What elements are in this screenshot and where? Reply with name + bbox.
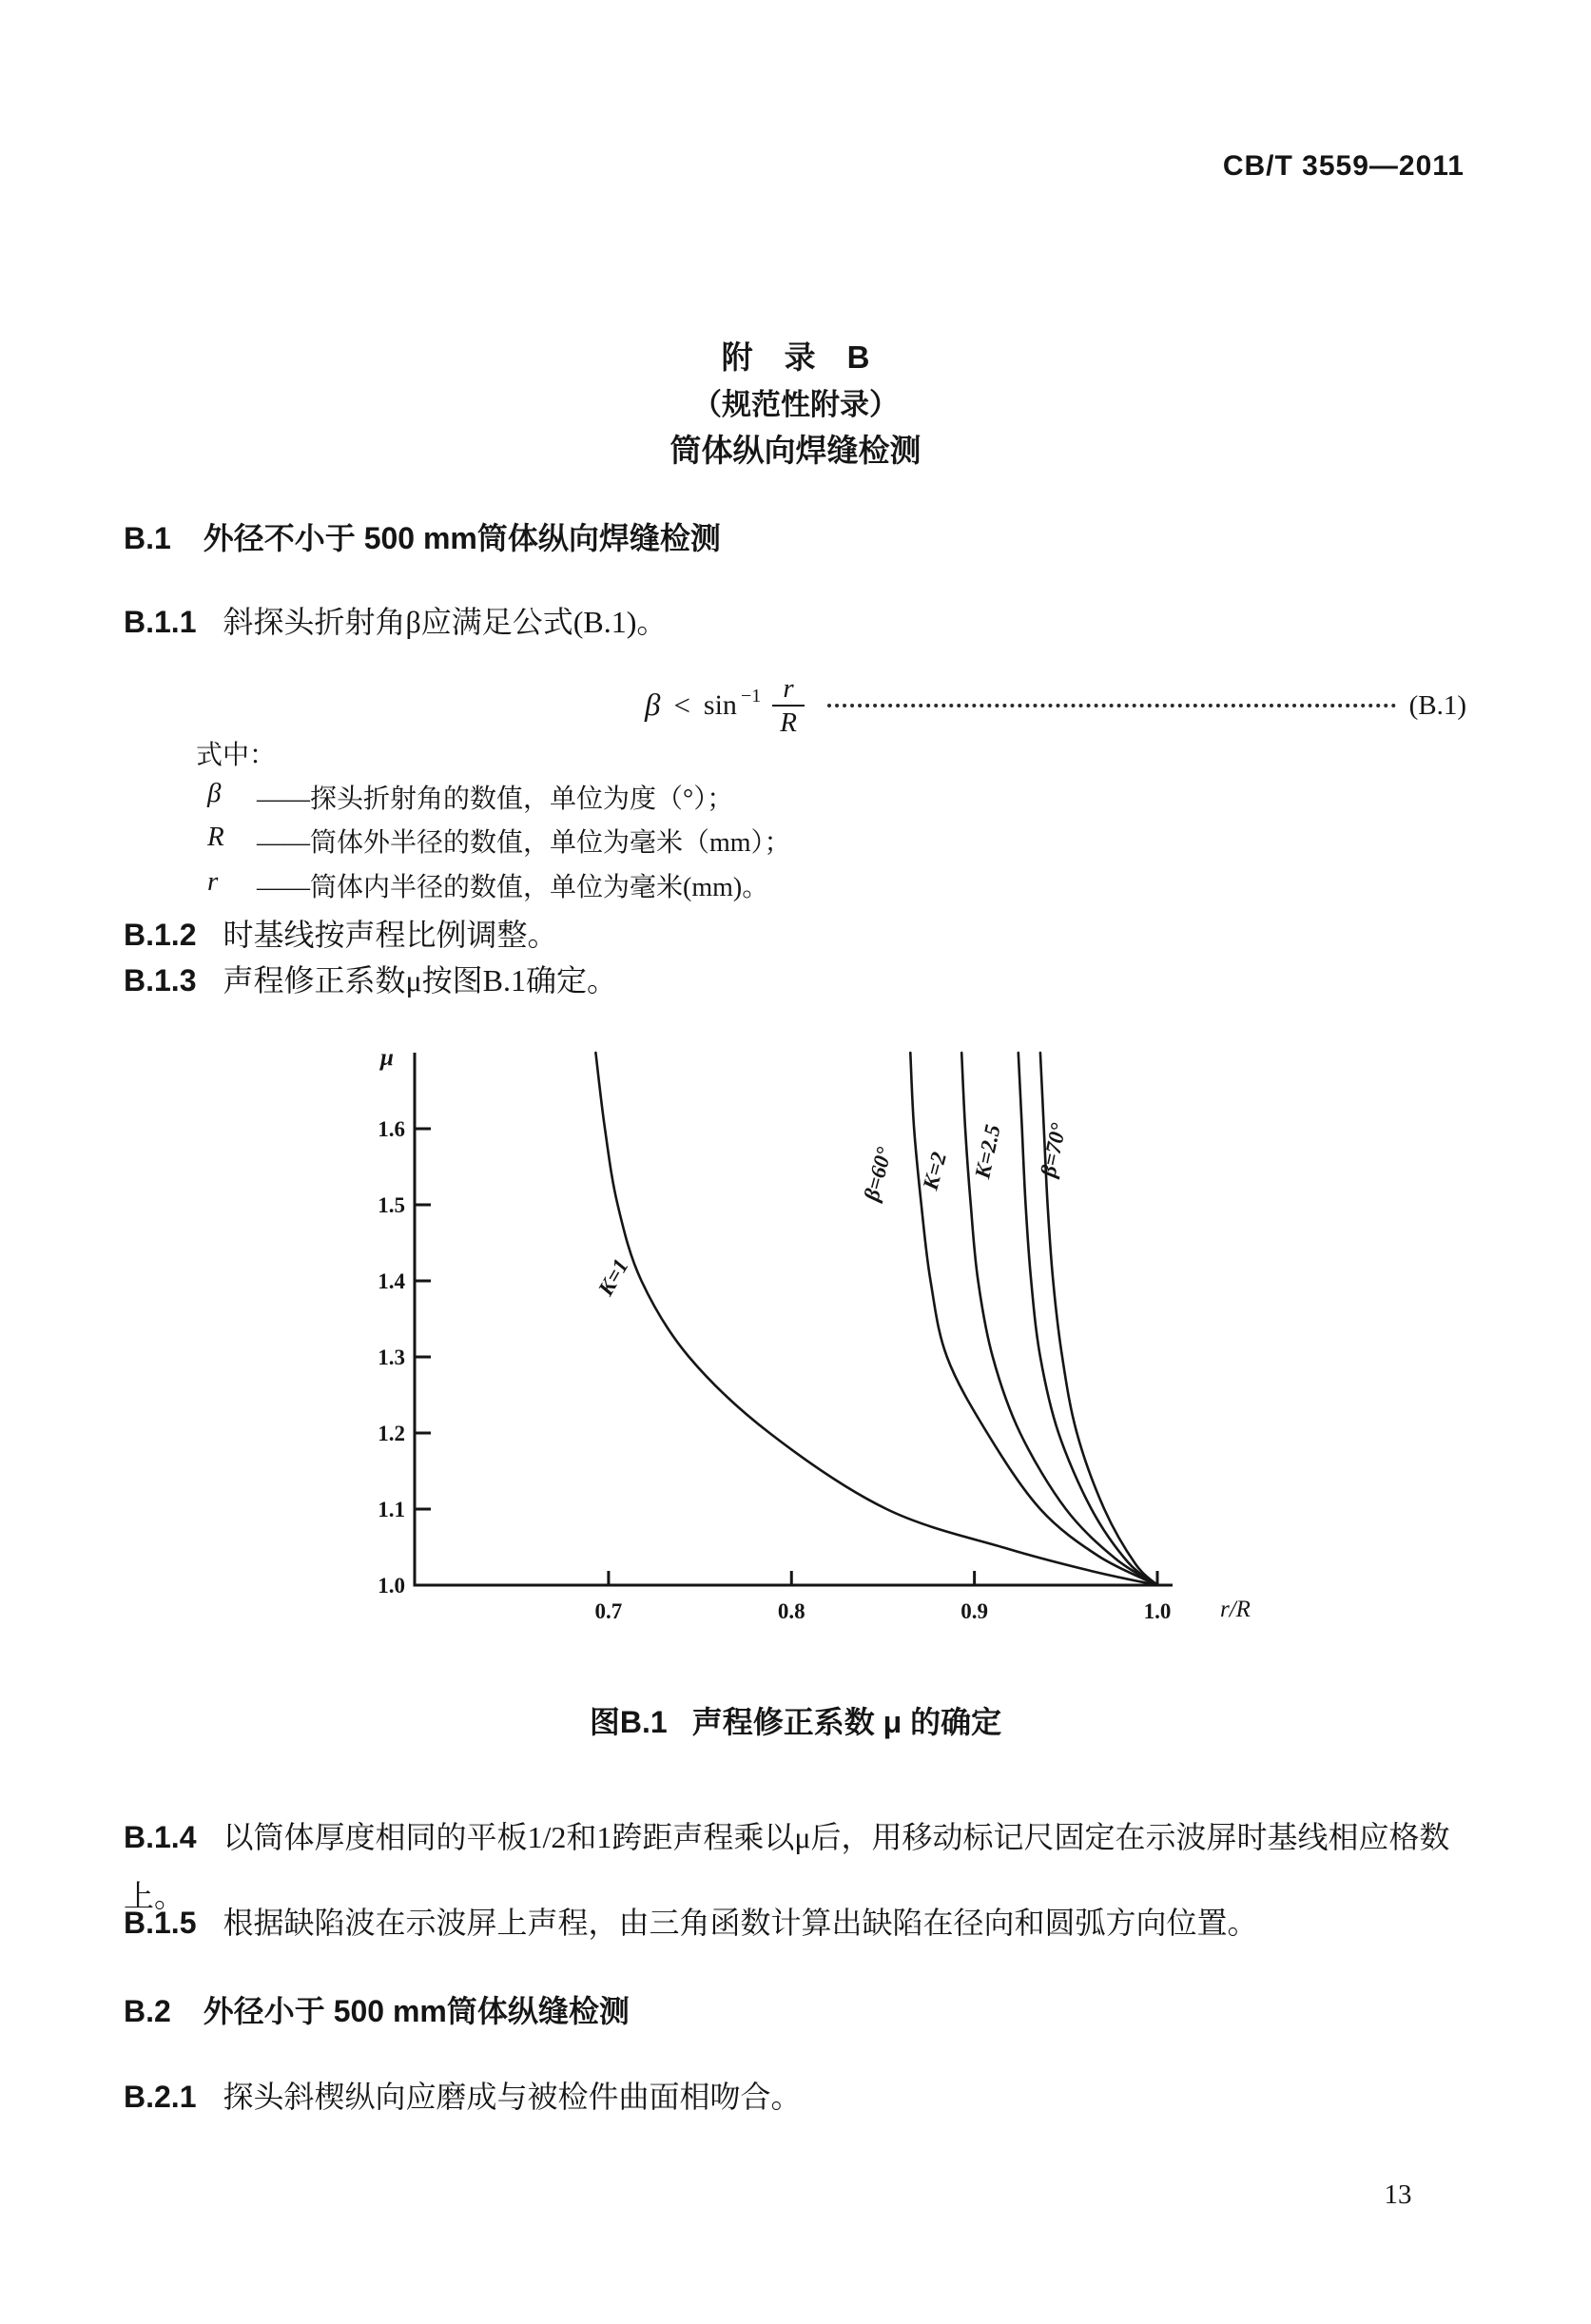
y-axis-label: μ: [380, 1045, 394, 1071]
x-tick-label: 0.9: [960, 1599, 989, 1623]
clause-text: 根据缺陷波在示波屏上声程，由三角函数计算出缺陷在径向和圆弧方向位置。: [223, 1906, 1258, 1940]
appendix-normative-note: （规范性附录）: [692, 388, 899, 421]
fraction-numerator: r: [783, 672, 794, 704]
y-tick-label: 1.2: [378, 1422, 405, 1445]
clause-text: 时基线按声程比例调整。: [223, 918, 558, 952]
clause-text: 声程修正系数μ按图B.1确定。: [223, 963, 617, 997]
standard-number: CB/T 3559—2011: [1222, 150, 1465, 182]
inverse-exponent: −1: [740, 685, 762, 707]
equation-number: (B.1): [1408, 689, 1466, 721]
y-tick-label: 1.6: [378, 1117, 405, 1141]
y-tick-label: 1.4: [378, 1269, 405, 1293]
figure-title: 声程修正系数 μ 的确定: [691, 1705, 1002, 1739]
page-number: 13: [1384, 2179, 1412, 2210]
clause-number: B.2: [124, 1994, 171, 2028]
clause-text: 探头斜楔纵向应磨成与被检件曲面相吻合。: [223, 2080, 802, 2114]
symbol-description: ——筒体外半径的数值，单位为毫米（mm）；: [257, 828, 791, 858]
clause-text: 外径不小于 500 mm筒体纵向焊缝检测: [203, 521, 721, 555]
where-item-R: [207, 822, 791, 860]
less-than-sign: <: [673, 688, 690, 722]
y-tick-label: 1.1: [378, 1498, 405, 1521]
x-axis-label: r/R: [1220, 1597, 1251, 1622]
y-tick-label: 1.5: [378, 1193, 405, 1217]
where-item-r: [207, 866, 768, 904]
dot-leader: [827, 704, 1396, 707]
y-tick-label: 1.3: [378, 1346, 405, 1369]
curve-label-β=60°: β=60°: [859, 1144, 897, 1204]
beta-symbol: β: [645, 688, 661, 723]
curve-K=2.5: [1019, 1053, 1157, 1585]
clause-text: 斜探头折射角β应满足公式(B.1)。: [223, 605, 668, 639]
fraction-r-over-R: [772, 674, 805, 738]
symbol: R: [207, 822, 224, 852]
chart-svg: [371, 1036, 1322, 1664]
clause-b11: [124, 601, 667, 643]
symbol: r: [207, 866, 219, 897]
where-intro: 式中：: [196, 741, 277, 770]
fraction-denominator: R: [772, 705, 805, 737]
symbol-description: ——探头折射角的数值，单位为度（°）；: [257, 784, 734, 814]
curve-label-K=1: K=1: [593, 1254, 633, 1300]
clause-number: B.1.1: [124, 605, 197, 639]
clause-b15: [124, 1902, 1258, 1944]
clause-text: 以筒体厚度相同的平板1/2和1跨距声程乘以μ后，用移动标记尺固定在示波屏时基线相应格数上。: [124, 1820, 1450, 1913]
clause-number: B.1.5: [124, 1906, 197, 1940]
appendix-subject: 筒体纵向焊缝检测: [669, 433, 922, 468]
clause-b21: [124, 2076, 802, 2118]
curve-label-K=2.5: K=2.5: [970, 1122, 1005, 1181]
clause-number: B.1.4: [124, 1820, 197, 1854]
curve-K=1: [595, 1053, 1157, 1585]
clause-b13: [124, 959, 617, 1001]
formula-b1: [124, 662, 1466, 749]
clause-number: B.1.2: [124, 918, 197, 952]
clause-number: B.1.3: [124, 963, 197, 997]
figure-label: 图B.1: [589, 1705, 668, 1739]
clause-b2-heading: [124, 1987, 630, 2031]
curve-label-β=70°: β=70°: [1036, 1120, 1071, 1179]
sin-function: sin: [703, 689, 737, 721]
clause-number: B.1: [124, 521, 171, 555]
x-tick-label: 0.8: [777, 1599, 805, 1623]
formula-expression: [645, 674, 805, 738]
clause-text: 外径小于 500 mm筒体纵缝检测: [203, 1994, 630, 2028]
x-tick-label: 0.7: [594, 1599, 623, 1623]
clause-b1-heading: [124, 514, 721, 558]
figure-caption: [0, 1698, 1591, 1742]
symbol: β: [207, 778, 222, 808]
x-tick-label: 1.0: [1143, 1599, 1172, 1623]
symbol-description: ——筒体内半径的数值，单位为毫米(mm)。: [257, 873, 769, 902]
y-tick-label: 1.0: [378, 1574, 405, 1598]
curve-label-K=2: K=2: [918, 1149, 951, 1192]
clause-number: B.2.1: [124, 2080, 197, 2114]
where-item-beta: [207, 778, 733, 816]
clause-b12: [124, 914, 558, 956]
figure-b1-chart: [371, 1036, 1322, 1664]
appendix-title: 附 录 B: [721, 339, 870, 375]
